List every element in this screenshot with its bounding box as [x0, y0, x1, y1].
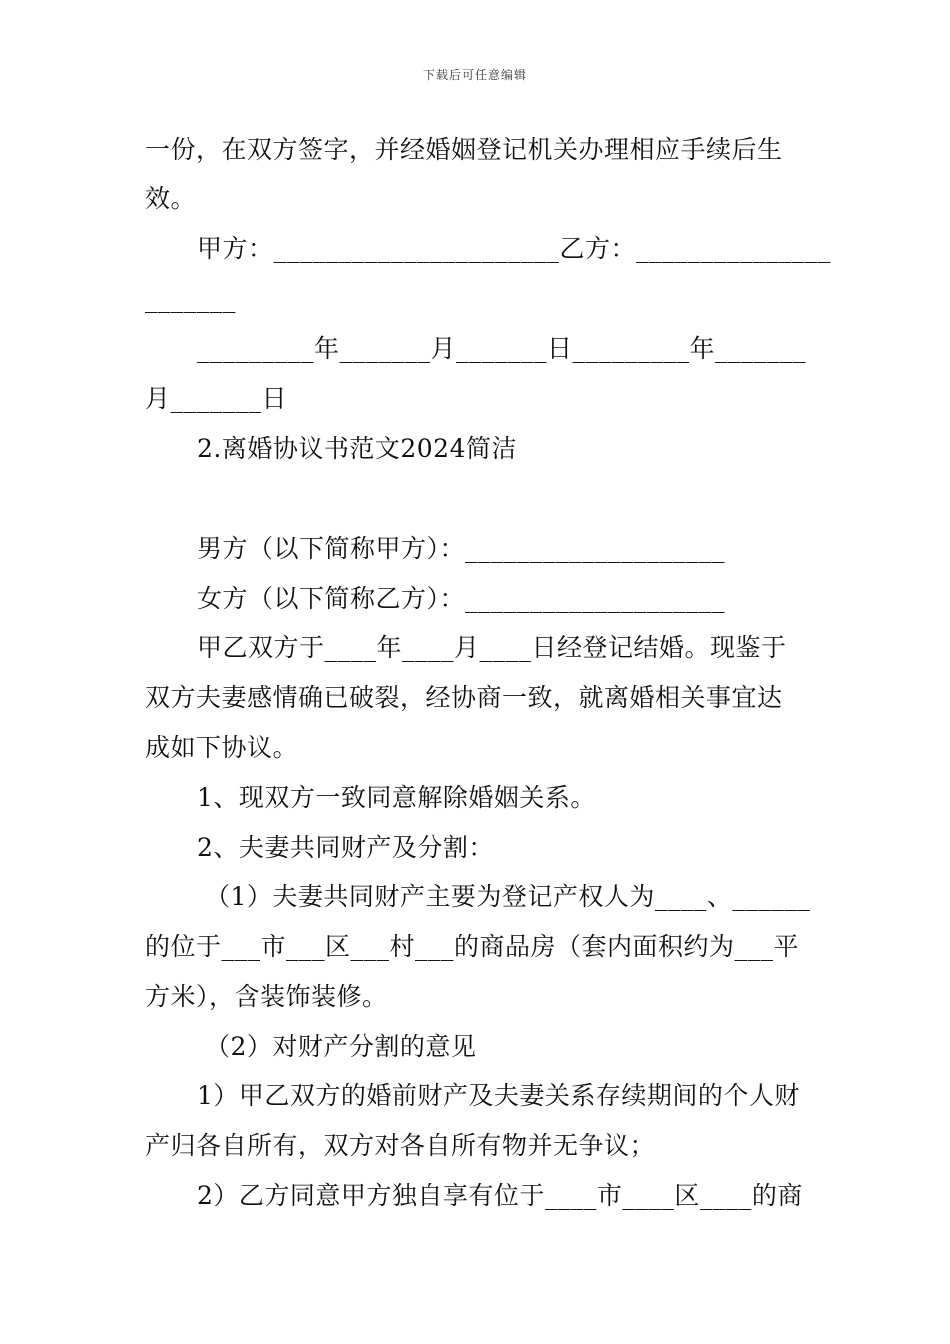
clause-item-1: 1）甲乙双方的婚前财产及夫妻关系存续期间的个人财 [197, 1081, 800, 1110]
clause-2-1: （1）夫妻共同财产主要为登记产权人为____、______ [205, 882, 811, 911]
clause-1: 1、现双方一致同意解除婚姻关系。 [197, 783, 596, 812]
text-line: _______ [145, 284, 236, 313]
text-line: 产归各自所有，双方对各自所有物并无争议； [145, 1131, 656, 1160]
party-female-line: 女方（以下简称乙方）：____________________ [197, 584, 726, 613]
signature-date-line: _________年_______月_______日_________年_______ [197, 334, 807, 363]
party-male-line: 男方（以下简称甲方）：____________________ [197, 534, 726, 563]
text-line: 月_______日 [145, 384, 288, 413]
section-title: 2.离婚协议书范文2024简洁 [197, 434, 517, 463]
signature-line-parties: 甲方：______________________乙方：_______________ [197, 234, 832, 263]
text-line: 效。 [145, 184, 197, 213]
clause-2: 2、夫妻共同财产及分割： [197, 833, 494, 862]
text-line: 甲乙双方于____年____月____日经登记结婚。现鉴于 [197, 633, 787, 662]
text-line: 双方夫妻感情确已破裂，经协商一致，就离婚相关事宜达 [145, 683, 783, 712]
clause-item-2: 2）乙方同意甲方独自享有位于____市____区____的商 [197, 1181, 803, 1210]
text-line: 方米），含装饰装修。 [145, 982, 388, 1011]
clause-2-2: （2）对财产分割的意见 [205, 1032, 477, 1061]
text-line: 一份，在双方签字，并经婚姻登记机关办理相应手续后生 [145, 135, 783, 164]
text-line: 的位于___市___区___村___的商品房（套内面积约为___平 [145, 932, 800, 961]
text-line: 成如下协议。 [145, 733, 299, 762]
page-header: 下载后可任意编辑 [422, 68, 527, 82]
